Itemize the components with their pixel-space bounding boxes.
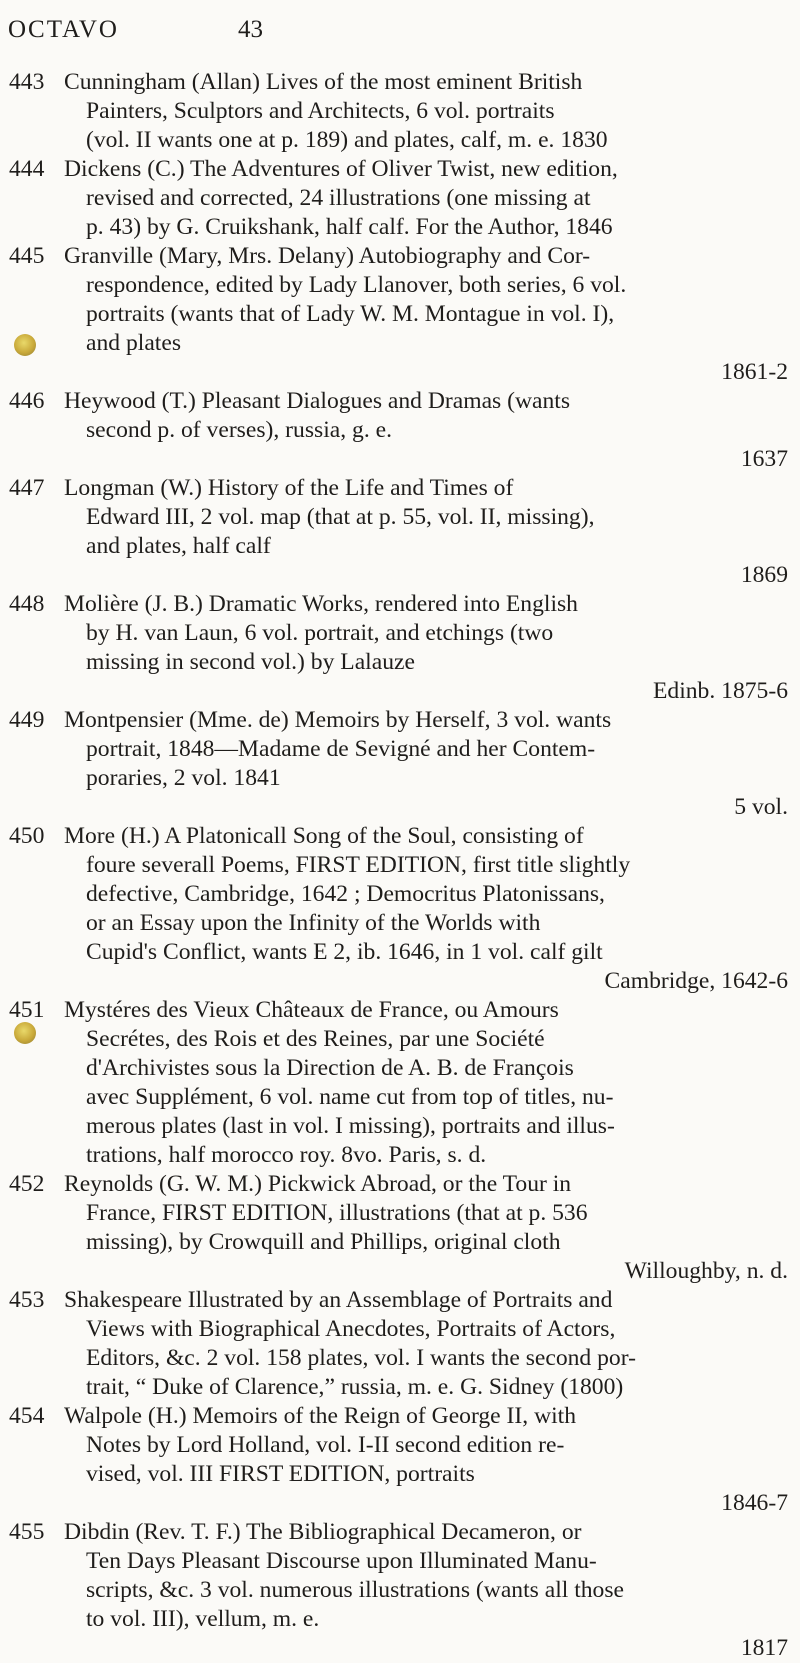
entry-line: Notes by Lord Holland, vol. I-II second edition re- [86,1432,565,1458]
catalogue-entry [0,474,788,590]
entry-line: Views with Biographical Anecdotes, Portraits of Actors, [86,1316,616,1342]
entry-imprint: 1846-7 [721,1490,788,1516]
page-header [0,16,800,56]
entry-line: Dibdin (Rev. T. F.) The Bibliographical Decameron, or [64,1519,582,1545]
entry-line: vised, vol. III FIRST EDITION, portraits [86,1461,475,1487]
entry-line: Reynolds (G. W. M.) Pickwick Abroad, or the Tour in [64,1171,572,1197]
lot-number: 443 [9,69,45,95]
lot-number: 455 [9,1519,45,1545]
entry-line: d'Archivistes sous la Direction de A. B. de François [86,1055,574,1081]
entry-line: More (H.) A Platonicall Song of the Soul, consisting of [64,823,584,849]
lot-number: 450 [9,823,45,849]
lot-number: 449 [9,707,45,733]
entry-line: missing), by Crowquill and Phillips, original cloth [86,1229,561,1255]
lot-number: 454 [9,1403,45,1429]
entry-imprint: 1861-2 [721,359,788,385]
entry-line: Painters, Sculptors and Architects, 6 vol. portraits [86,98,555,124]
catalogue-entry [0,822,788,996]
catalogue-entry [0,706,788,822]
lot-number: 445 [9,243,45,269]
entry-line: avec Supplément, 6 vol. name cut from top of titles, nu- [86,1084,614,1110]
entry-line: France, FIRST EDITION, illustrations (that at p. 536 [86,1200,588,1226]
lot-number: 451 [9,997,45,1023]
catalogue-entry [0,996,788,1170]
entry-line: Molière (J. B.) Dramatic Works, rendered into English [64,591,578,617]
entry-imprint: 1637 [740,446,788,472]
catalogue-entry [0,68,788,155]
entry-line: Heywood (T.) Pleasant Dialogues and Dramas (wants [64,388,571,414]
entry-line: by H. van Laun, 6 vol. portrait, and etchings (two [86,620,554,646]
entry-line: p. 43) by G. Cruikshank, half calf. For the Author, 1846 [86,214,613,240]
catalogue-entries [0,68,800,1663]
entry-line: defective, Cambridge, 1642 ; Democritus Platonissans, [86,881,605,907]
entry-line: missing in second vol.) by Lalauze [86,649,415,675]
entry-line: Dickens (C.) The Adventures of Oliver Twist, new edition, [64,156,618,182]
catalogue-entry [0,387,788,474]
entry-line: portraits (wants that of Lady W. M. Montague in vol. I), [86,301,615,327]
entry-line: Shakespeare Illustrated by an Assemblage of Portraits and [64,1287,613,1313]
catalogue-entry [0,1518,788,1663]
entry-line: respondence, edited by Lady Llanover, both series, 6 vol. [86,272,627,298]
entry-imprint: Edinb. 1875-6 [653,678,788,704]
entry-line: scripts, &c. 3 vol. numerous illustrations (wants all those [86,1577,625,1603]
entry-line: merous plates (last in vol. I missing), portraits and illus- [86,1113,615,1139]
entry-line: Cunningham (Allan) Lives of the most eminent British [64,69,583,95]
lot-number: 447 [9,475,45,501]
entry-line: Edward III, 2 vol. map (that at p. 55, vol. II, missing), [86,504,595,530]
entry-imprint: 1869 [740,562,788,588]
entry-line: foure severall Poems, FIRST EDITION, first title slightly [86,852,631,878]
entry-line: portrait, 1848—Madame de Sevigné and her Contem- [86,736,596,762]
entry-imprint: 1817 [740,1635,788,1661]
entry-line: trations, half morocco roy. 8vo. Paris, s. d. [86,1142,487,1168]
catalogue-entry [0,1402,788,1518]
catalogue-entry [0,155,788,242]
entry-imprint: Willoughby, n. d. [624,1258,788,1284]
catalogue-entry [0,590,788,706]
entry-line: Mystéres des Vieux Châteaux de France, ou Amours [64,997,559,1023]
entry-line: poraries, 2 vol. 1841 [86,765,281,791]
entry-line: and plates [86,330,181,356]
entry-line: Secrétes, des Rois et des Reines, par une Société [86,1026,545,1052]
page-number: 43 [238,16,263,43]
entry-imprint: 5 vol. [734,794,788,820]
lot-number: 453 [9,1287,45,1313]
entry-line: trait, “ Duke of Clarence,” russia, m. e. G. Sidney (1800) [86,1374,624,1400]
entry-line: or an Essay upon the Infinity of the Worlds with [86,910,541,936]
entry-line: Editors, &c. 2 vol. 158 plates, vol. I wants the second por- [86,1345,636,1371]
entry-line: Cupid's Conflict, wants E 2, ib. 1646, in 1 vol. calf gilt [86,939,603,965]
lot-number: 448 [9,591,45,617]
entry-line: and plates, half calf [86,533,271,559]
entry-line: (vol. II wants one at p. 189) and plates, calf, m. e. 1830 [86,127,608,153]
catalogue-entry [0,1170,788,1286]
entry-line: Longman (W.) History of the Life and Times of [64,475,514,501]
section-title: OCTAVO [8,16,119,43]
entry-line: Ten Days Pleasant Discourse upon Illuminated Manu- [86,1548,597,1574]
catalogue-entry [0,1286,788,1402]
entry-line: revised and corrected, 24 illustrations (one missing at [86,185,591,211]
lot-number: 446 [9,388,45,414]
entry-line: Montpensier (Mme. de) Memoirs by Herself, 3 vol. wants [64,707,612,733]
entry-line: Walpole (H.) Memoirs of the Reign of George II, with [64,1403,577,1429]
entry-line: second p. of verses), russia, g. e. [86,417,392,443]
entry-line: to vol. III), vellum, m. e. [86,1606,320,1632]
lot-number: 452 [9,1171,45,1197]
lot-number: 444 [9,156,45,182]
catalogue-entry [0,242,788,387]
entry-imprint: Cambridge, 1642-6 [604,968,788,994]
entry-line: Granville (Mary, Mrs. Delany) Autobiography and Cor- [64,243,591,269]
